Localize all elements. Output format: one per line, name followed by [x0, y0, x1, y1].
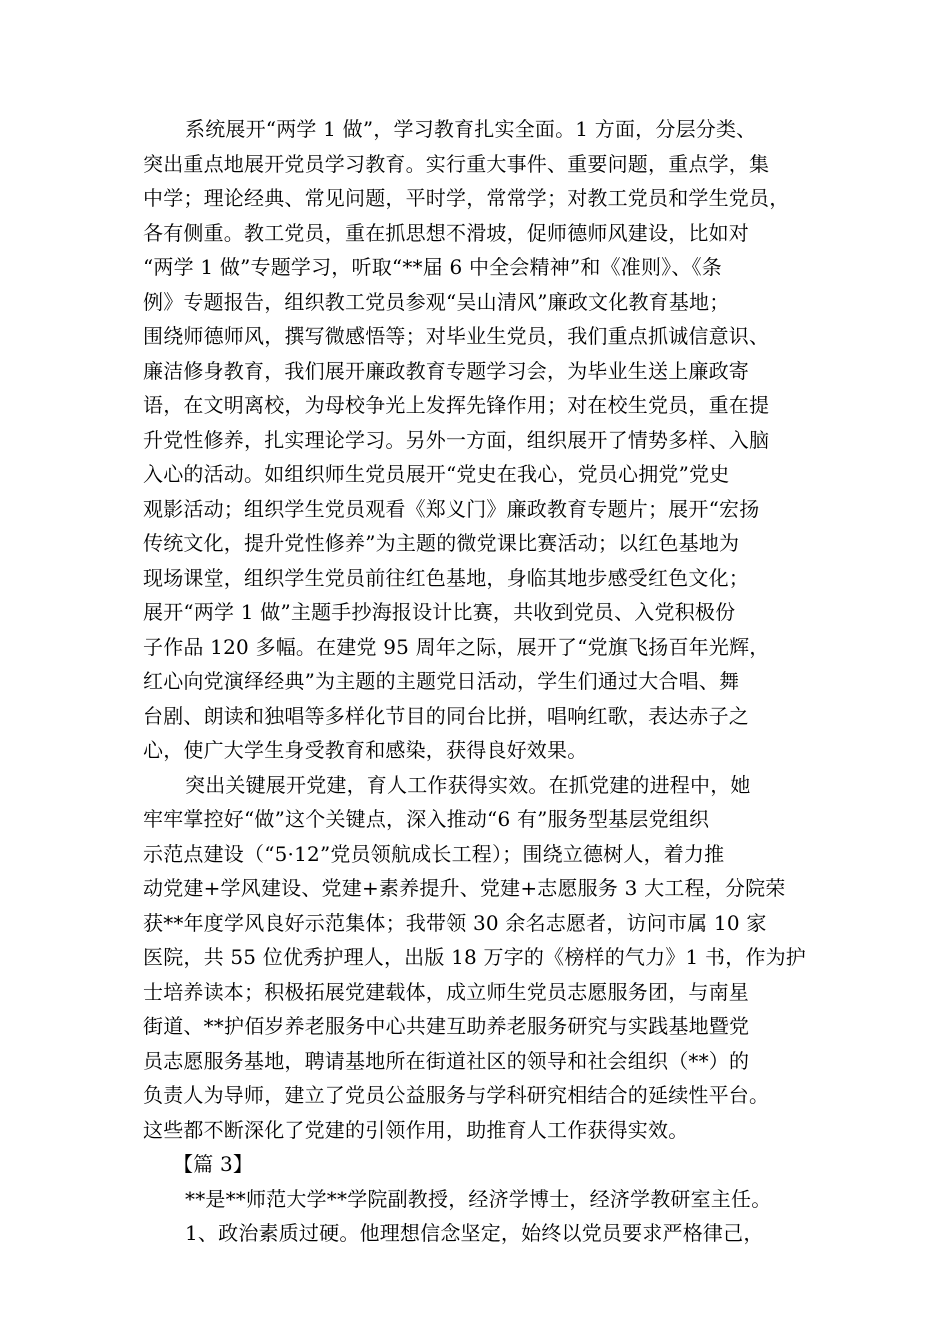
text-line: 系统展开“两学 1 做”，学习教育扎实全面。1 方面，分层分类、: [185, 117, 757, 141]
section-heading: 【篇 3】: [173, 1152, 254, 1176]
text-line: 这些都不断深化了党建的引领作用，助推育人工作获得实效。: [143, 1117, 689, 1142]
text-line: 围绕师德师风，撰写微感悟等；对毕业生党员，我们重点抓诚信意识、: [143, 324, 770, 348]
text-line: 现场课堂，组织学生党员前往红色基地，身临其地步感受红色文化；: [143, 565, 749, 590]
text-line: 中学；理论经典、常见问题，平时学，常常学；对教工党员和学生党员，: [143, 186, 790, 210]
text-line: 突出关键展开党建，育人工作获得实效。在抓党建的进程中，她: [185, 772, 751, 797]
text-line: 台剧、朗读和独唱等多样化节目的同台比拼，唱响红歌，表达赤子之: [143, 703, 749, 728]
text-line: 负责人为导师，建立了党员公益服务与学科研究相结合的延续性平台。: [143, 1083, 770, 1107]
text-line: 士培养读本；积极拓展党建载体，成立师生党员志愿服务团，与南星: [143, 979, 749, 1004]
document-body: [143, 112, 825, 1251]
text-line: 观影活动；组织学生党员观看《郑义门》廉政教育专题片；展开“宏扬: [143, 496, 760, 521]
text-line: 医院，共 55 位优秀护理人，出版 18 万字的《榜样的气力》1 书，作为护: [143, 945, 807, 969]
text-line: 心，使广大学生身受教育和感染，获得良好效果。: [143, 738, 588, 762]
text-line: “两学 1 做”专题学习，听取“**届 6 中全会精神”和《准则》、《条: [143, 255, 722, 279]
text-line: **是**师范大学**学院副教授，经济学博士，经济学教研室主任。: [185, 1186, 772, 1211]
text-line: 1、政治素质过硬。他理想信念坚定，始终以党员要求严格律己，: [185, 1221, 764, 1245]
text-line: 展开“两学 1 做”主题手抄海报设计比赛，共收到党员、入党积极份: [143, 600, 736, 624]
text-line: 红心向党演绎经典”为主题的主题党日活动，学生们通过大合唱、舞: [143, 669, 740, 693]
text-line: 各有侧重。教工党员，重在抓思想不滑坡，促师德师风建设，比如对: [143, 220, 749, 245]
text-line: 员志愿服务基地，聘请基地所在街道社区的领导和社会组织（**）的: [143, 1048, 750, 1073]
text-line: 牢牢掌控好“做”这个关键点，深入推动“6 有”服务型基层党组织: [143, 807, 710, 831]
text-line: 传统文化，提升党性修养”为主题的微党课比赛活动；以红色基地为: [143, 531, 740, 555]
text-line: 突出重点地展开党员学习教育。实行重大事件、重要问题，重点学，集: [143, 151, 770, 176]
text-line: 语，在文明离校，为母校争光上发挥先锋作用；对在校生党员，重在提: [143, 393, 770, 417]
text-line: 廉洁修身教育，我们展开廉政教育专题学习会，为毕业生送上廉政寄: [143, 358, 749, 383]
text-line: 例》专题报告，组织教工党员参观“吴山清风”廉政文化教育基地；: [143, 289, 730, 314]
text-line: 子作品 120 多幅。在建党 95 周年之际，展开了“党旗飞扬百年光辉，: [143, 634, 770, 659]
paragraph-1: [143, 112, 825, 768]
text-line: 示范点建设（“5·12”党员领航成长工程）；围绕立德树人，着力推: [143, 841, 725, 866]
text-line: 动党建+学风建设、党建+素养提升、党建+志愿服务 3 大工程，分院荣: [143, 876, 786, 900]
text-line: 入心的活动。如组织师生党员展开“党史在我心，党员心拥党”党史: [143, 462, 730, 486]
text-line: 升党性修养，扎实理论学习。另外一方面，组织展开了情势多样、入脑: [143, 427, 770, 452]
text-line: 街道、**护佰岁养老服务中心共建互助养老服务研究与实践基地暨党: [143, 1014, 750, 1038]
paragraph-2: [143, 768, 825, 1148]
text-line: 获**年度学风良好示范集体；我带领 30 余名志愿者，访问市属 10 家: [143, 910, 767, 935]
paragraph-3: [143, 1182, 825, 1251]
